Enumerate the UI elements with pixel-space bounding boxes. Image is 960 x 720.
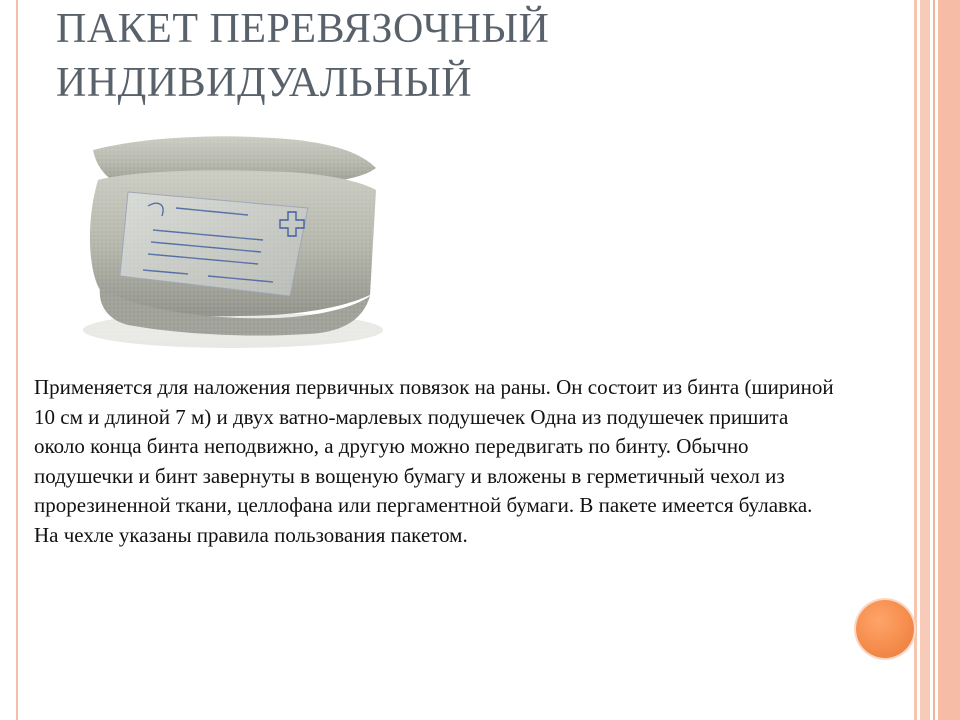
bandage-package-icon <box>58 120 388 360</box>
right-decorative-stripes <box>914 0 960 720</box>
bandage-package-photo <box>58 120 388 360</box>
slide-title: ПАКЕТ ПЕРЕВЯЗОЧНЫЙ ИНДИВИДУАЛЬНЫЙ <box>56 6 550 106</box>
stripe <box>914 0 917 720</box>
orange-circle-decoration <box>856 600 914 658</box>
description-text: Применяется для наложения первичных повязок на раны. Он состоит из бинта (шириной 10 см и длиной 7 м) и двух ватно-марлевых подушечек Одна из подушечек пришита около конца бинта неподвижно, а другую можно передвигать по бинту. Обычно подушечки и бинт завернуты в вощеную бумагу и вложены в герметичный чехол из прорезиненной ткани, целлофана или пергаментной бумаги. В пакете имеется булавка. На чехле указаны правила пользования пакетом. <box>34 375 834 547</box>
left-border-line <box>16 0 18 720</box>
stripe <box>933 0 935 720</box>
stripe <box>938 0 960 720</box>
stripe <box>920 0 930 720</box>
